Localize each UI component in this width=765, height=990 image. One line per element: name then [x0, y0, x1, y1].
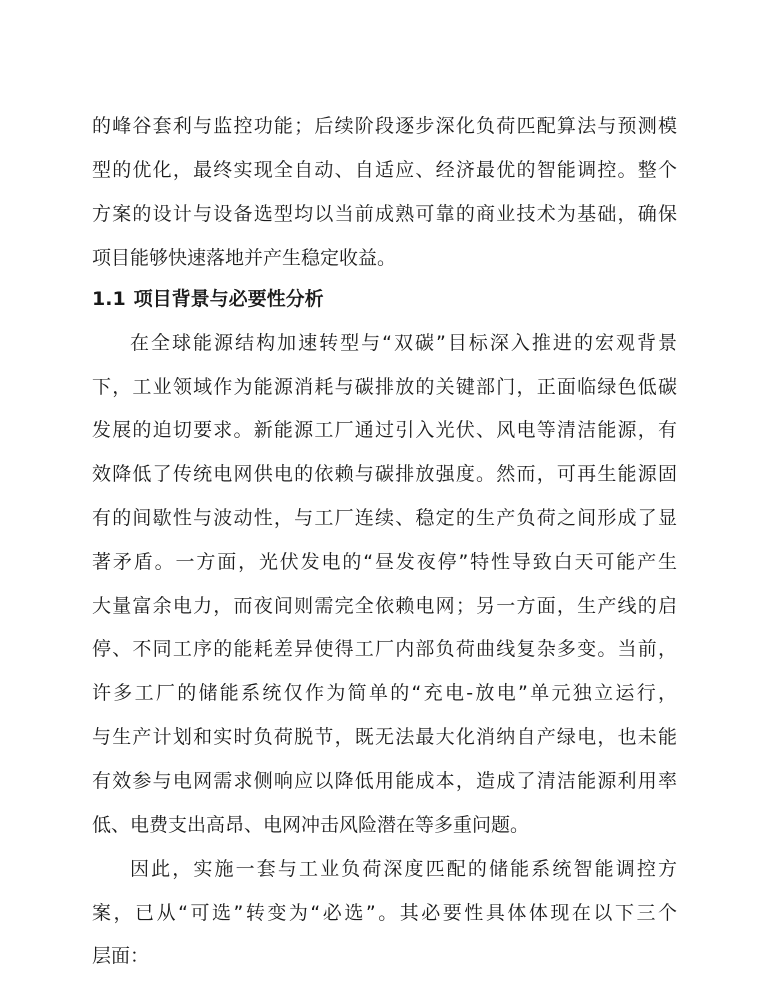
section-number: 1.1: [92, 288, 126, 310]
text-line: 项目能够快速落地并产生稳定收益。: [92, 247, 397, 269]
text-line: 效降低了传统电网供电的依赖与碳排放强度。然而，可再生能源固: [92, 463, 677, 485]
text-line: 在全球能源结构加速转型与“双碳”目标深入推进的宏观背景: [130, 332, 677, 354]
text-line: 低、电费支出高昂、电网冲击风险潜在等多重问题。: [92, 814, 530, 836]
text-line: 因此，实施一套与工业负荷深度匹配的储能系统智能调控方: [130, 858, 677, 880]
text-line: 大量富余电力，而夜间则需完全依赖电网；另一方面，生产线的启: [92, 595, 677, 617]
text-line: 下，工业领域作为能源消耗与碳排放的关键部门，正面临绿色低碳: [92, 376, 677, 398]
text-line: 与生产计划和实时负荷脱节，既无法最大化消纳自产绿电，也未能: [92, 726, 677, 748]
text-line: 有的间歇性与波动性，与工厂连续、稳定的生产负荷之间形成了显: [92, 507, 677, 529]
text-line: 有效参与电网需求侧响应以降低用能成本，造成了清洁能源利用率: [92, 770, 677, 792]
text-line: 停、不同工序的能耗差异使得工厂内部负荷曲线复杂多变。当前，: [92, 638, 677, 660]
text-line: 发展的迫切要求。新能源工厂通过引入光伏、风电等清洁能源，有: [92, 419, 677, 441]
text-line: 许多工厂的储能系统仅作为简单的“充电-放电”单元独立运行，: [92, 682, 677, 704]
section-heading: [92, 281, 324, 317]
text-line: 案，已从“可选”转变为“必选”。其必要性具体体现在以下三个: [92, 902, 677, 924]
section-title: 项目背景与必要性分析: [133, 288, 324, 310]
text-line: 型的优化，最终实现全自动、自适应、经济最优的智能调控。整个: [92, 159, 677, 181]
text-line: 层面：: [92, 945, 150, 967]
text-line: 的峰谷套利与监控功能；后续阶段逐步深化负荷匹配算法与预测模: [92, 115, 677, 137]
text-line: 著矛盾。一方面，光伏发电的“昼发夜停”特性导致白天可能产生: [92, 551, 677, 573]
text-line: 方案的设计与设备选型均以当前成熟可靠的商业技术为基础，确保: [92, 203, 677, 225]
